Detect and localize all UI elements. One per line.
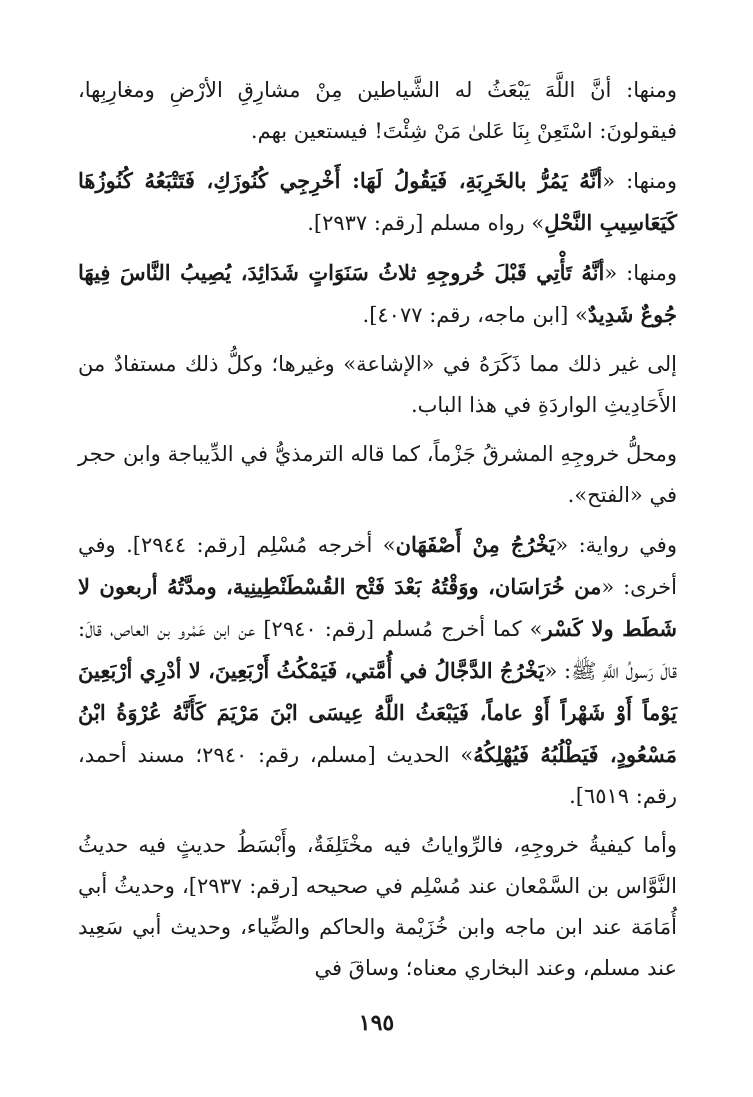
- paragraph-text: إلى غير ذلك مما ذَكَرَهُ في «الإشاعة» وغيرها؛ وكلُّ ذلك مستفادٌ من الأَحَادِيثِ الواردَةِ في هذا الباب.: [78, 352, 677, 417]
- paragraph-narrations: [78, 524, 677, 817]
- paragraph-shayatin: [78, 70, 677, 152]
- hadith-text: أنَّهُ تَأْتِي قَبْلَ خُروجِهِ ثلاثُ سَنَوَاتٍ شَدَائِدَ، يُصِيبُ النَّاسَ فِيهَا جُوعٌ شَدِيدٌ: [78, 260, 677, 327]
- hadith-forty: يَخْرُجُ الدَّجَّالُ في أُمَّتي، فَيَمْكُثُ أَرْبَعِينَ، لا أدْرِي أرْبَعِينَ يَوْماً أَوْ شَهْراً أَوْ عاماً، فَيَبْعَثُ اللَّهُ عِيسَى ابْنَ مَرْيَمَ كَأَنَّهُ عُرْوَةُ ابْنُ مَسْعُودٍ، فَيَطْلُبُهُ فَيُهْلِكُهُ: [78, 658, 677, 767]
- narration-reference: » أخرجه مُسْلِم [رقم: ٢٩٤٤].: [126, 533, 396, 557]
- hadith-reference: » رواه مسلم [رقم: ٢٩٣٧].: [307, 211, 545, 235]
- paragraph-treasures: [78, 160, 677, 244]
- hadith-intro: ومنها: «: [602, 169, 677, 193]
- paragraph-gap: [78, 244, 677, 252]
- paragraph-other-signs: [78, 344, 677, 426]
- hadith-text: أنَّهُ يَمُرُّ بالخَرِبَةِ، فَيَقُولُ لَهَا: أَخْرِجِي كُنُوزَكِ، فَتَتْبَعُهُ كُنُوزُهَا كَيَعَاسِيبِ النَّحْلِ: [78, 168, 677, 235]
- paragraph-famine-years: [78, 252, 677, 336]
- paragraph-gap: [78, 817, 677, 825]
- hadith-reference: » [ابن ماجه، رقم: ٤٠٧٧].: [362, 303, 588, 327]
- paragraph-gap: [78, 516, 677, 524]
- paragraph-gap: [78, 426, 677, 434]
- paragraph-text: وأما كيفيةُ خروجِهِ، فالرِّواياتُ فيه مخْتَلِفَةٌ، وأَبْسَطُ حديثٍ فيه حديثُ النَّوَّاس بن السَّمْعان عند مُسْلِم في صحيحه [رقم: ٢٩٣٧]، وحديثُ أبي أُمَامَة عند ابن ماجه وابن خُزَيْمة والحاكم والضِّياء، وحديث أبي سَعِيد عند مسلم، وعند البخاري معناه؛ وساقَ في: [78, 833, 677, 980]
- paragraph-manner-of-emergence: [78, 825, 677, 989]
- paragraph-gap: [78, 152, 677, 160]
- paragraph-place-of-emergence: [78, 434, 677, 516]
- page-number: ١٩٥: [358, 1010, 395, 1036]
- hadith-intro: ومنها: «: [604, 261, 677, 285]
- narration-intro: وفي رواية: «: [555, 533, 677, 557]
- narration-intro: وفي أخرى: «: [78, 533, 677, 599]
- paragraph-gap: [78, 336, 677, 344]
- paragraph-text: ومحلُّ خروجِهِ المشرقُ جَزْماً، كما قاله الترمذيُّ في الدِّيباجة وابن حجر في «الفتح».: [78, 442, 677, 507]
- paragraph-text: ومنها: أنَّ اللَّهَ يَبْعَثُ له الشَّياطين مِنْ مشارِقِ الأرْضِ ومغارِبِها، فيقولونَ: اسْتَعِنْ بِنَا عَلىٰ مَنْ شِئْتَ! فيستعين بهم.: [78, 78, 677, 143]
- hadith-khurasan: من خُرَاسَان، ووَقْتُهُ بَعْدَ فَتْح القُسْطَنْطِينِية، ومدَّتُهُ أربعون لا شَطَط ولا كَسْر: [78, 574, 677, 641]
- narration-reference: » كما أخرج مُسلم [رقم: ٢٩٤٠] عن ابن عَمْرو بن العاص، قالَ: قالَ رَسولُ اللَّهِ ﷺ: «: [78, 617, 677, 683]
- narration-reference: » الحديث [مسلم، رقم: ٢٩٤٠؛ مسند أحمد، رقم: ٦٥١٩].: [78, 743, 677, 808]
- hadith-isfahan: يَخْرُجُ مِنْ أَصْفَهَان: [395, 532, 556, 557]
